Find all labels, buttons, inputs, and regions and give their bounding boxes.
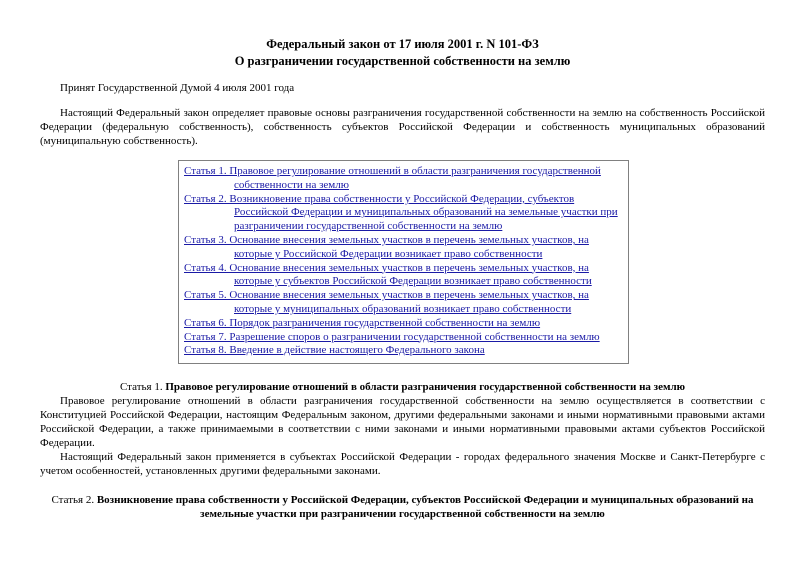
law-title [40, 36, 765, 70]
article-1-paragraph-2: Настоящий Федеральный закон применяется в субъектах Российской Федерации - городах федерального значения Москве и Санкт-Петербурге с учетом особенностей, установленных другими федеральными законами. [40, 451, 765, 478]
toc-link-article-3[interactable]: Статья 3. Основание внесения земельных участков в перечень земельных участков, на которые у Российской Федерации возникает право собственности [184, 233, 589, 260]
article-1-title: Правовое регулирование отношений в области разграничения государственной собственности на землю [165, 381, 686, 394]
article-1-label: Статья 1. [119, 381, 163, 394]
intro-paragraph: Настоящий Федеральный закон определяет правовые основы разграничения государственной собственности на землю на собственность Российской Федерации (федеральную собственность), собственность субъектов Российской Федерации и собственность муниципальных образований (муниципальную собственность). [40, 107, 765, 147]
toc-link-article-1[interactable]: Статья 1. Правовое регулирование отношений в области разграничения государственной собственности на землю [184, 165, 601, 191]
toc-link-article-7[interactable]: Статья 7. Разрешение споров о разграничении государственной собственности на землю [184, 330, 600, 343]
document-page [40, 36, 765, 521]
toc-link-article-4[interactable]: Статья 4. Основание внесения земельных участков в перечень земельных участков, на которые у субъектов Российской Федерации возникает право собственности [184, 261, 592, 288]
article-1-heading [40, 380, 765, 394]
article-2-heading [40, 493, 765, 521]
article-2-title: Возникновение права собственности у Российской Федерации, субъектов Российской Федерации и муниципальных образований на земельные участки при разграничении государственной собственности на землю [96, 494, 754, 521]
toc-link-article-2[interactable]: Статья 2. Возникновение права собственности у Российской Федерации, субъектов Российской Федерации и муниципальных образований на земельные участки при разграничении государственной собственности на землю [184, 192, 618, 233]
toc-link-article-5[interactable]: Статья 5. Основание внесения земельных участков в перечень земельных участков, на которые у муниципальных образований возникает право собственности [184, 289, 589, 315]
adoption-note: Принят Государственной Думой 4 июля 2001 года [60, 82, 295, 94]
law-title-line-1: Федеральный закон от 17 июля 2001 г. N 101-ФЗ [266, 37, 539, 51]
law-title-line-2: О разграничении государственной собственности на землю [234, 54, 571, 68]
table-of-contents [178, 160, 629, 364]
article-2-label: Статья 2. [51, 494, 95, 507]
toc-link-article-6[interactable]: Статья 6. Порядок разграничения государственной собственности на землю [184, 316, 541, 329]
toc-link-article-8[interactable]: Статья 8. Введение в действие настоящего Федерального закона [184, 344, 485, 357]
article-1-paragraph-1: Правовое регулирование отношений в области разграничения государственной собственности на землю осуществляется в соответствии с Конституцией Российской Федерации, настоящим Федеральным законом, другими федеральными законами и иными нормативными правовыми актами Российской Федерации, а также принимаемыми в соответствии с ними законами и иными нормативными правовыми актами субъектов Российской Федерации. [40, 395, 765, 450]
